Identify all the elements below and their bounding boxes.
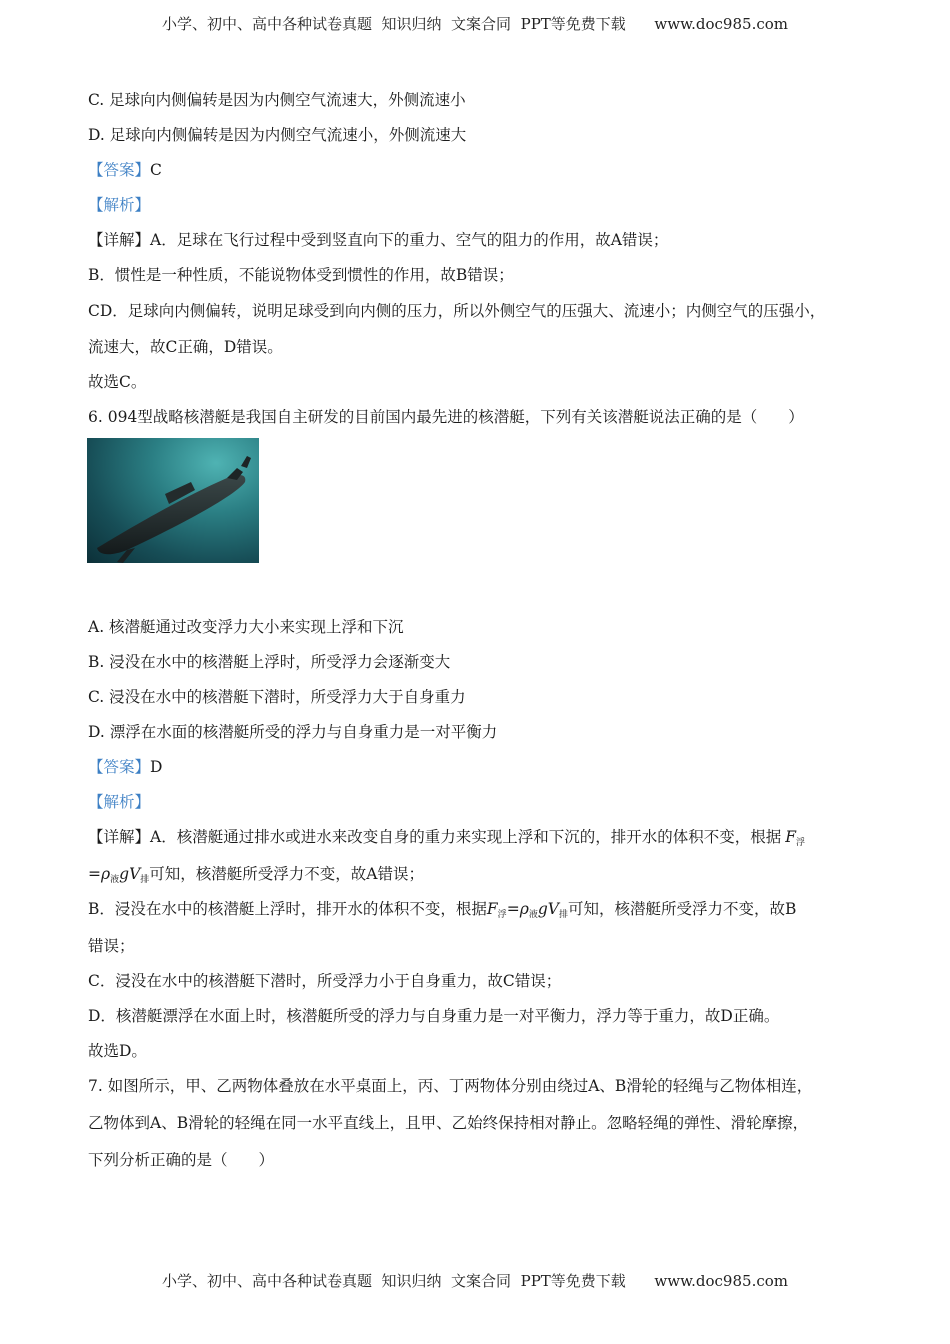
q7-stem-3: 下列分析正确的是（ ） [88,1151,275,1169]
submarine-illustration [87,438,259,563]
answer-value: D [150,758,163,776]
q7-stem-2: 乙物体到A、B滑轮的轻绳在同一水平直线上，且甲、乙始终保持相对静止。忽略轻绳的弹性、滑轮摩擦， [88,1114,809,1132]
q5-detail-a [88,230,668,250]
q5-conclusion: 故选C。 [88,373,147,391]
formula-sub: 排 [558,910,568,920]
q5-answer [88,160,162,180]
q5-detail-b: B．惯性是一种性质，不能说物体受到惯性的作用，故B错误； [88,266,514,284]
answer-tag: 【答案】 [88,758,151,776]
q6-detail-a [88,827,805,853]
formula-sub: 浮 [795,838,805,848]
q6-answer [88,757,162,777]
answer-tag: 【答案】 [88,161,151,179]
submarine-photo [87,438,259,563]
formula-g: g [537,900,548,918]
analysis-tag: 【解析】 [88,196,151,214]
formula-sub: 浮 [497,910,507,920]
q6-conclusion: 故选D。 [88,1042,147,1060]
q6-detail-b [88,899,796,925]
q5-option-c: C. 足球向内侧偏转是因为内侧空气流速大，外侧流速小 [88,91,466,109]
q6-detail-d: D．核潜艇漂浮在水面上时，核潜艇所受的浮力与自身重力是一对平衡力，浮力等于重力，故D正确。 [88,1007,780,1025]
formula-f: F [785,828,796,846]
detail-text: B．浸没在水中的核潜艇上浮时，排开水的体积不变，根据 [88,900,487,918]
formula-sub: 液 [528,910,538,920]
q5-detail-cd: CD．足球向内侧偏转，说明足球受到向内侧的压力，所以外侧空气的压强大、流速小；内侧空气的压强小， [88,302,826,320]
formula-sub: 液 [110,875,120,885]
q6-option-c: C. 浸没在水中的核潜艇下潜时，所受浮力大于自身重力 [88,688,466,706]
q5-option-d: D. 足球向内侧偏转是因为内侧空气流速小，外侧流速大 [88,126,467,144]
page-footer: 小学、初中、高中各种试卷真题 知识归纳 文案合同 PPT等免费下载 www.doc985.com [161,1272,788,1290]
formula-rho: ρ [519,900,529,918]
q6-detail-a-cont [88,864,424,890]
q6-detail-b-cont: 错误； [88,937,135,955]
q6-detail-c: C．浸没在水中的核潜艇下潜时，所受浮力小于自身重力，故C错误； [88,972,562,990]
page-header: 小学、初中、高中各种试卷真题 知识归纳 文案合同 PPT等免费下载 www.doc985.com [161,15,788,33]
detail-tag: 【详解】 [88,828,151,846]
formula-f: F [486,900,498,918]
formula-v: V [129,865,141,883]
formula-rho: ρ [101,865,111,883]
q6-stem: 6. 094型战略核潜艇是我国自主研发的目前国内最先进的核潜艇，下列有关该潜艇说法正确的是（ ） [88,408,804,426]
detail-text: 可知，核潜艇所受浮力不变，故B [567,900,797,918]
q5-analysis [88,195,150,215]
formula-v: V [547,900,559,918]
detail-tag: 【详解】 [88,231,151,249]
formula-sub: 排 [140,875,150,885]
formula-eq: = [506,900,520,918]
detail-text: 可知，核潜艇所受浮力不变，故A错误； [149,865,424,883]
q5-detail-cd-cont: 流速大，故C正确，D错误。 [88,338,283,356]
q6-option-a: A. 核潜艇通过改变浮力大小来实现上浮和下沉 [88,618,404,636]
formula-g: g [119,865,130,883]
formula-eq: = [88,865,101,883]
q6-option-b: B. 浸没在水中的核潜艇上浮时，所受浮力会逐渐变大 [88,653,451,671]
q6-analysis [88,792,150,812]
answer-value: C [150,161,162,179]
analysis-tag: 【解析】 [88,793,151,811]
q6-option-d: D. 漂浮在水面的核潜艇所受的浮力与自身重力是一对平衡力 [88,723,498,741]
q7-stem-1: 7. 如图所示，甲、乙两物体叠放在水平桌面上，丙、丁两物体分别由绕过A、B滑轮的轻绳与乙物体相连， [88,1077,813,1095]
detail-text: A．足球在飞行过程中受到竖直向下的重力、空气的阻力的作用，故A错误； [150,231,669,249]
detail-text: A．核潜艇通过排水或进水来改变自身的重力来实现上浮和下沉的，排开水的体积不变，根据 [150,828,782,846]
